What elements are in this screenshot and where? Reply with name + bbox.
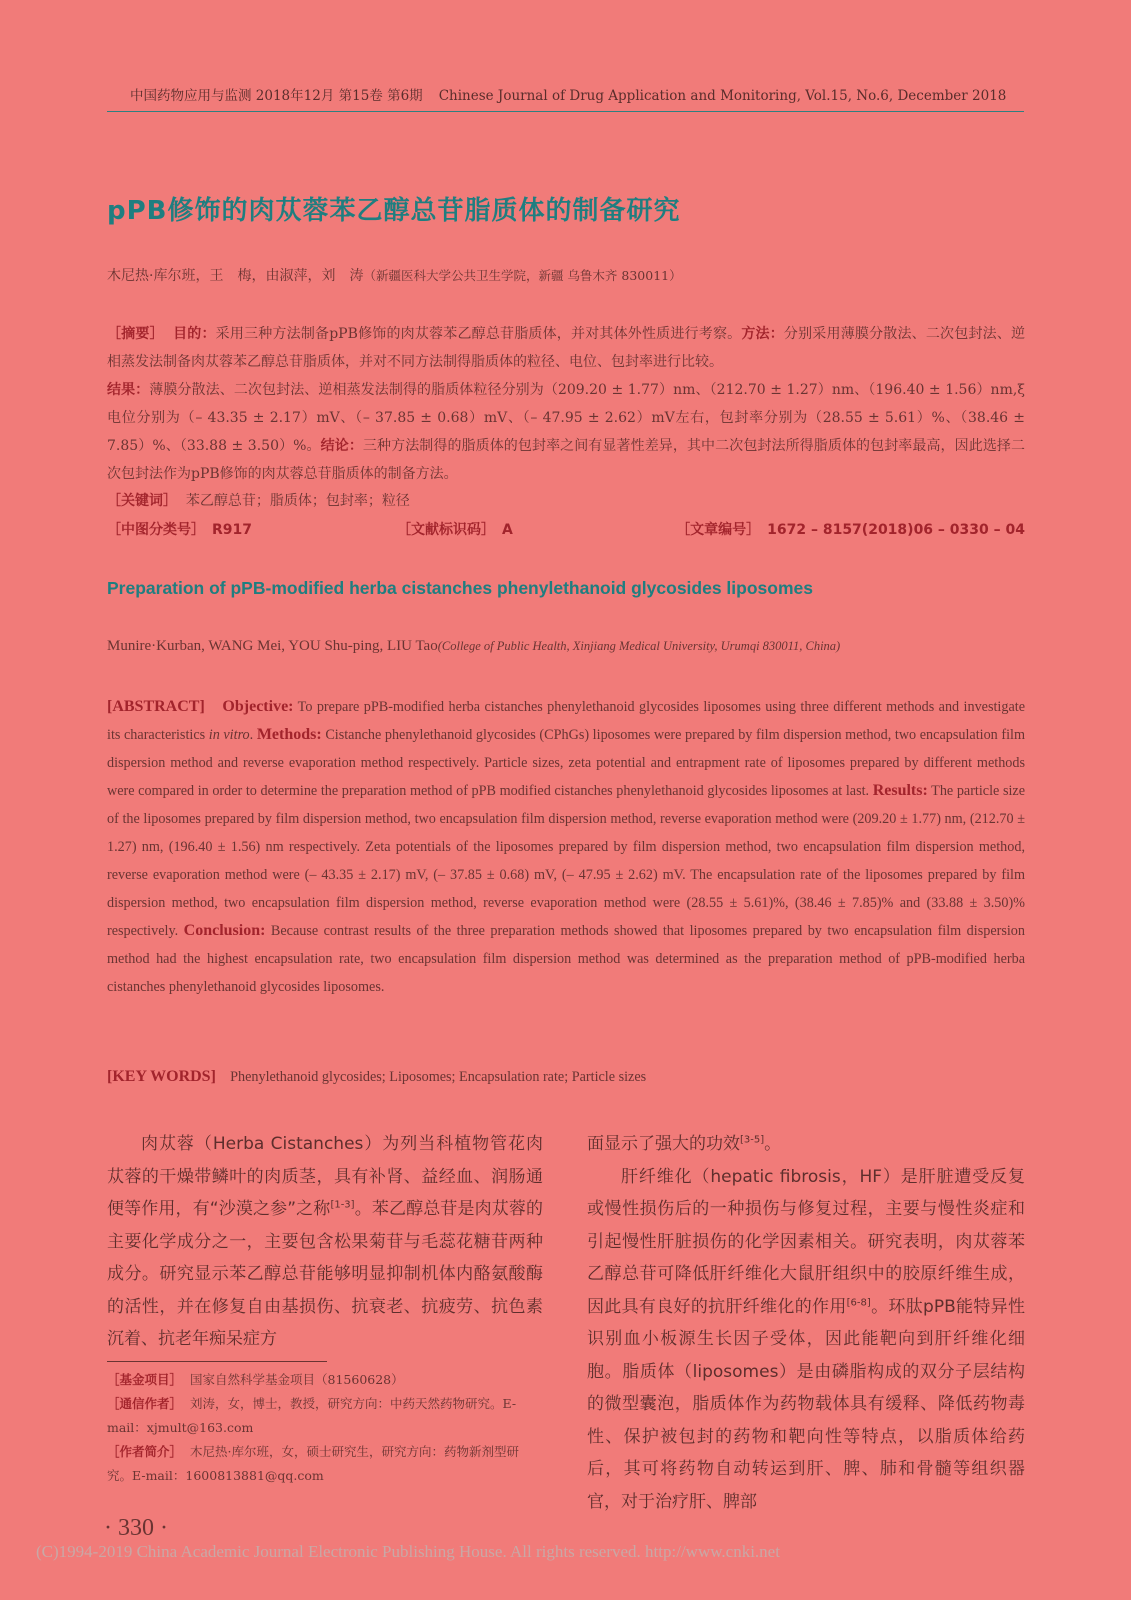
cn-keywords <box>107 490 410 510</box>
en-abstract <box>107 693 1025 1001</box>
body-text: 肉苁蓉（Herba Cistanches）为列当科植物管花肉苁蓉的干燥带鳞叶的肉质茎，具有补肾、益经血、润肠通便等作用，有“沙漠之参”之称 <box>107 1134 543 1219</box>
header-en: Chinese Journal of Drug Application and Monitoring, Vol.15, No.6, December 2018 <box>438 88 1007 104</box>
cn-author-names: 木尼热·库尔班，王 梅，由淑萍，刘 涛 <box>107 268 364 284</box>
body-paragraph <box>587 1161 1025 1519</box>
en-keywords-label: [KEY WORDS] <box>107 1068 216 1085</box>
footnote-author <box>107 1440 543 1488</box>
en-objective-italic: in vitro <box>208 727 250 743</box>
en-results: The particle size of the liposomes prepared by film dispersion method, two encapsulation film dispersion method, reverse evaporation method were (209.20 ± 1.77) nm, (212.70 ± 1.27) nm, (196.40 ± 1.56) nm respectively. Zeta potentials of the liposomes prepared by film dispersion method, two encapsulation film dispersion method, reverse evaporation method were (– 43.35 ± 2.17) mV, (– 37.85 ± 0.68) mV, (– 47.95 ± 2.62) mV. The encapsulation rate of the liposomes prepared by film dispersion method, two encapsulation film dispersion method, reverse evaporation method were (28.55 ± 5.61)%, (38.46 ± 7.85)% and (33.88 ± 3.50)% respectively. <box>107 783 1026 939</box>
en-results-label: Results: <box>872 782 928 799</box>
cn-abstract-label: ［摘要］ <box>107 326 164 342</box>
document-code: ［文献标识码］ A <box>397 522 513 538</box>
footnote-corresponding <box>107 1392 543 1440</box>
footnote-label: ［基金项目］ <box>107 1372 183 1387</box>
header-cn: 中国药物应用与监测 2018年12月 第15卷 第6期 <box>130 88 423 104</box>
cn-abstract <box>107 320 1025 488</box>
running-header <box>130 84 1022 104</box>
clc-number: ［中图分类号］ R917 <box>107 522 253 538</box>
en-keywords <box>107 1068 646 1086</box>
footnote-label: ［通信作者］ <box>107 1396 183 1411</box>
citation: [6-8] <box>846 1296 871 1308</box>
en-objective-end: . <box>249 727 254 743</box>
cn-authors <box>107 265 682 285</box>
cn-methods: 分别采用薄膜分散法、二次包封法、逆相蒸发法制备肉苁蓉苯乙醇总苷脂质体，并对不同方法制得脂质体的粒径、电位、包封率进行比较。 <box>107 326 1026 370</box>
en-objective-label: Objective: <box>222 698 294 715</box>
cn-title: pPB修饰的肉苁蓉苯乙醇总苷脂质体的制备研究 <box>107 196 681 226</box>
cn-objective: 采用三种方法制备pPB修饰的肉苁蓉苯乙醇总苷脂质体，并对其体外性质进行考察。 <box>215 326 742 342</box>
citation: [3-5] <box>740 1134 765 1146</box>
body-text: 肝纤维化（hepatic fibrosis，HF）是肝脏遭受反复或慢性损伤后的一种损伤与修复过程，主要与慢性炎症和引起慢性肝脏损伤的化学因素相关。研究表明，肉苁蓉苯乙醇总苷可降低肝纤维化大鼠肝组织中的胶原纤维生成，因此具有良好的抗肝纤维化的作用 <box>587 1166 1025 1317</box>
body-text: 。苯乙醇总苷是肉苁蓉的主要化学成分之一，主要包含松果菊苷与毛蕊花糖苷两种成分。研究显示苯乙醇总苷能够明显抑制机体内酪氨酸酶的活性，并在修复自由基损伤、抗衰老、抗疲劳、抗色素沉着、抗老年痴呆症方 <box>107 1199 544 1349</box>
footnote-rule <box>107 1361 327 1362</box>
en-authors <box>107 638 840 655</box>
footnote-text: 国家自然科学基金项目（81560628） <box>190 1372 404 1387</box>
body-paragraph <box>587 1128 1025 1161</box>
cn-conclusion-label: 结论： <box>320 438 363 454</box>
en-title: Preparation of pPB-modified herba cistanches phenylethanoid glycosides liposomes <box>107 578 813 598</box>
en-objective: To prepare pPB-modified herba cistanches phenylethanoid glycosides liposomes using three different methods and investigate its characteristics <box>107 699 1026 743</box>
cn-keywords-text: 苯乙醇总苷；脂质体；包封率；粒径 <box>185 493 410 509</box>
cn-conclusion: 三种方法制得的脂质体的包封率之间有显著性差异，其中二次包封法所得脂质体的包封率最高，因此选择二次包封法作为pPB修饰的肉苁蓉总苷脂质体的制备方法。 <box>107 438 1026 482</box>
body-text: 面显示了强大的功效 <box>587 1134 740 1154</box>
citation: [1-3] <box>330 1199 355 1211</box>
en-keywords-text: Phenylethanoid glycosides; Liposomes; Encapsulation rate; Particle sizes <box>230 1069 647 1085</box>
body-text: 。 <box>764 1134 782 1154</box>
body-column-right <box>587 1128 1025 1518</box>
cn-results-label: 结果： <box>107 382 150 398</box>
footnotes <box>107 1368 543 1488</box>
body-paragraph <box>107 1128 543 1356</box>
footnote-text: 木尼热·库尔班，女，硕士研究生，研究方向：药物新剂型研究。E-mail：1600813881@qq.com <box>107 1444 519 1483</box>
en-conclusion: Because contrast results of the three preparation methods showed that liposomes prepared by two encapsulation film dispersion method had the highest encapsulation rate, two encapsulation film dispersion method was determined as the preparation method of pPB-modified herba cistanches phenylethanoid glycosides liposomes. <box>107 923 1025 995</box>
cn-objective-label: 目的： <box>173 326 216 342</box>
en-author-names: Munire·Kurban, WANG Mei, YOU Shu-ping, LIU Tao <box>107 638 438 654</box>
en-methods-label: Methods: <box>256 726 322 743</box>
cn-methods-label: 方法： <box>741 326 784 342</box>
body-column-left <box>107 1128 543 1356</box>
footnote-fund <box>107 1368 543 1392</box>
en-methods: Cistanche phenylethanoid glycosides (CPhGs) liposomes were prepared by film dispersion method, two encapsulation film dispersion method and reverse evaporation method respectively. Particle sizes, zeta potential and entrapment rate of liposomes prepared by different methods were compared in order to determine the preparation method of pPB modified cistanches phenylethanoid glycosides liposomes at last. <box>107 727 1026 799</box>
article-number: ［文章编号］ 1672 – 8157(2018)06 – 0330 – 04 <box>676 522 1025 538</box>
cn-affiliation: （新疆医科大学公共卫生学院，新疆 乌鲁木齐 830011） <box>363 268 682 283</box>
page-number: · 330 · <box>104 1515 168 1541</box>
body-text: 。环肽pPB能特异性识别血小板源生长因子受体，因此能靶向到肝纤维化细胞。脂质体（liposomes）是由磷脂构成的双分子层结构的微型囊泡，脂质体作为药物载体具有缓释、降低药物毒性、保护被包封的药物和靶向性等特点，以脂质体给药后，其可将药物自动转运到肝、脾、肺和骨髓等组织器官，对于治疗肝、脾部 <box>587 1296 1025 1512</box>
en-affiliation: (College of Public Health, Xinjiang Medical University, Urumqi 830011, China) <box>437 639 841 653</box>
en-conclusion-label: Conclusion: <box>183 922 266 939</box>
copyright-watermark: (C)1994-2019 China Academic Journal Electronic Publishing House. All rights reserved. http://www.cnki.net <box>36 1542 780 1561</box>
footnote-label: ［作者简介］ <box>107 1444 183 1459</box>
en-abstract-label: [ABSTRACT] <box>107 698 205 715</box>
footnote-text: 刘涛，女，博士，教授，研究方向：中药天然药物研究。E-mail：xjmult@163.com <box>107 1396 517 1435</box>
cn-results: 薄膜分散法、二次包封法、逆相蒸发法制得的脂质体粒径分别为（209.20 ± 1.77）nm、（212.70 ± 1.27）nm、（196.40 ± 1.56）nm,ξ电位分别为（– 43.35 ± 2.17）mV、（– 37.85 ± 0.68）mV、（– 47.95 ± 2.62）mV左右，包封率分别为（28.55 ± 5.61）%、（38.46 ± 7.85）%、（33.88 ± 3.50）%。 <box>107 382 1026 454</box>
header-rule <box>107 111 1024 112</box>
cn-keywords-label: ［关键词］ <box>107 493 177 509</box>
